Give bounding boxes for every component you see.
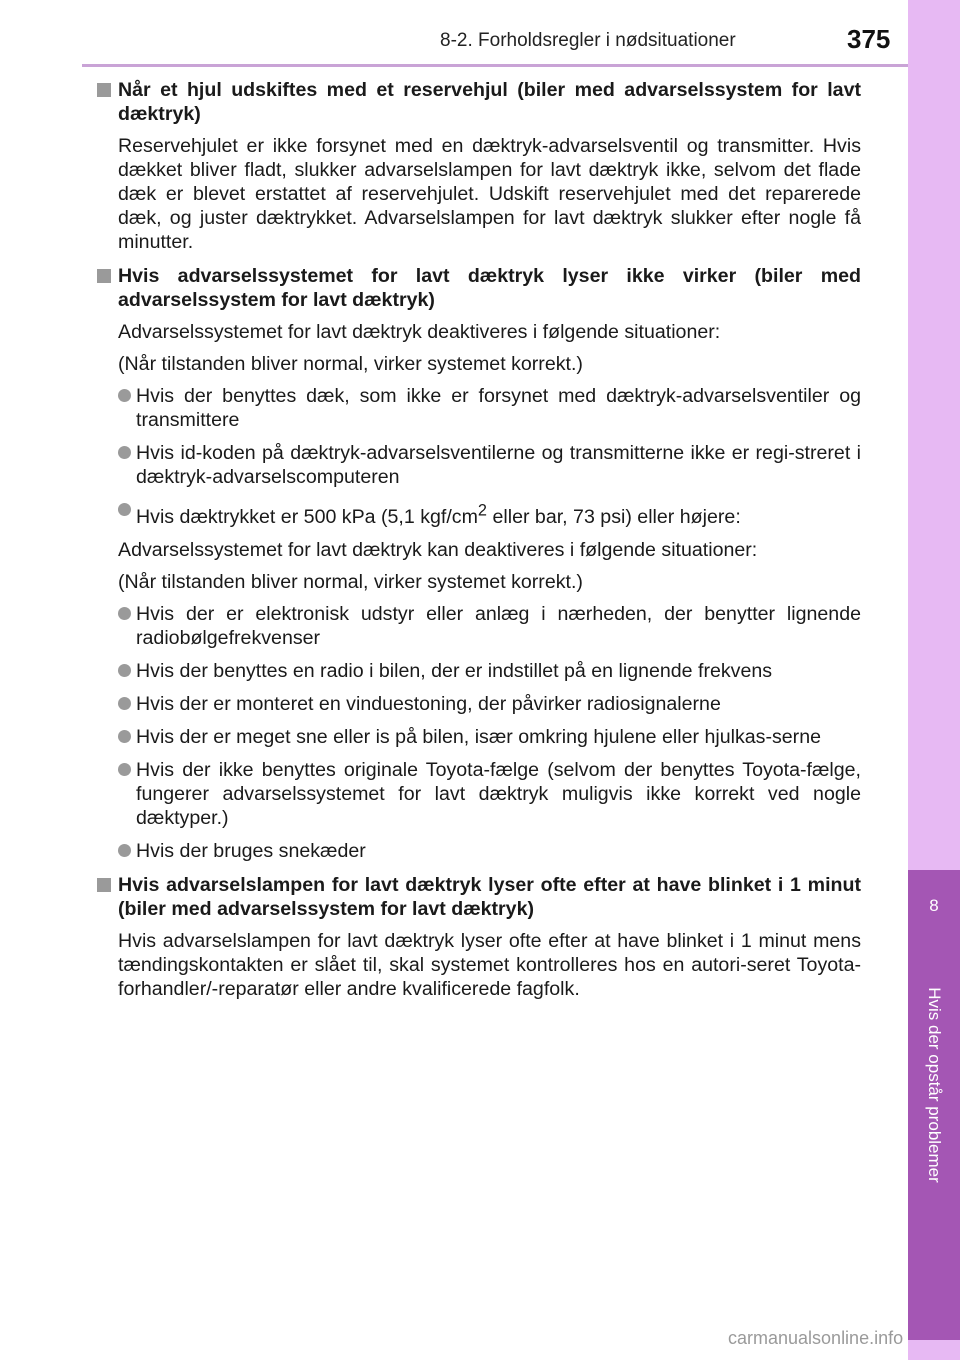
list-item-text: Hvis der ikke benyttes originale Toyota-fælge (selvom der benyttes Toyota-fælge, fungerer advarselssystemet for lavt dæktryk muligvis ikke korrekt ved nogle dæktyper.): [136, 758, 861, 829]
section-heading-text: Hvis advarselssystemet for lavt dæktryk lyser ikke virker (biler med advarselssystem for lavt dæktryk): [118, 265, 861, 311]
page-content: [97, 78, 861, 1011]
list-item: [118, 441, 861, 489]
paragraph: (Når tilstanden bliver normal, virker systemet korrekt.): [118, 570, 583, 593]
list-item: [118, 725, 861, 749]
list-item: [118, 692, 861, 716]
list-item-text: [136, 501, 741, 528]
paragraph: Advarselssystemet for lavt dæktryk kan deaktiveres i følgende situationer:: [118, 538, 758, 561]
round-bullet-icon: [118, 664, 131, 677]
section-heading-text: Når et hjul udskiftes med et reservehjul (biler med advarselssystem for lavt dæktryk): [118, 79, 861, 125]
round-bullet-icon: [118, 697, 131, 710]
section-lamp-blinking: [97, 873, 861, 1001]
section-spare-wheel: [97, 78, 861, 254]
chapter-title: Hvis der opstår problemer: [925, 987, 944, 1183]
square-bullet-icon: [97, 83, 111, 97]
pressure-text-after: eller bar, 73 psi) eller højere:: [487, 505, 741, 528]
round-bullet-icon: [118, 607, 131, 620]
round-bullet-icon: [118, 844, 131, 857]
list-item-text: Hvis der er monteret en vinduestoning, der påvirker radiosignalerne: [136, 692, 721, 715]
paragraph: (Når tilstanden bliver normal, virker systemet korrekt.): [118, 353, 583, 375]
list-item-text: Hvis der er meget sne eller is på bilen, især omkring hjulene eller hjulkas-serne: [136, 725, 821, 748]
list-item: [118, 758, 861, 830]
section-heading-text: Hvis advarselslampen for lavt dæktryk lyser ofte efter at have blinket i 1 minut (biler med advarselssystem for lavt dæktryk): [118, 873, 861, 920]
page-section-title: 8-2. Forholdsregler i nødsituationer: [440, 30, 736, 51]
bullet-list: [97, 384, 861, 529]
header-divider: [82, 64, 908, 67]
bullet-list: [97, 602, 861, 863]
round-bullet-icon: [118, 503, 131, 516]
paragraph: Advarselssystemet for lavt dæktryk deaktiveres i følgende situationer:: [118, 321, 721, 343]
list-item-text: Hvis der benyttes en radio i bilen, der er indstillet på en lignende frekvens: [136, 659, 773, 682]
superscript: 2: [477, 501, 488, 519]
round-bullet-icon: [118, 763, 131, 776]
section-heading: [97, 78, 861, 126]
list-item: [118, 839, 861, 863]
list-item-text: Hvis der benyttes dæk, som ikke er forsynet med dæktryk-advarselsventiler og transmittere: [136, 385, 861, 431]
round-bullet-icon: [118, 389, 131, 402]
pressure-text-before: Hvis dæktrykket er 500 kPa (5,1 kgf/cm: [136, 505, 478, 528]
square-bullet-icon: [97, 269, 111, 283]
list-item-text: Hvis der er elektronisk udstyr eller anlæg i nærheden, der benytter lignende radiobølgefrekvenser: [136, 602, 861, 649]
list-item-text: Hvis der bruges snekæder: [136, 839, 366, 862]
square-bullet-icon: [97, 878, 111, 892]
page-number: 375: [847, 24, 891, 54]
section-system-not-working: [97, 264, 861, 863]
section-heading: [97, 873, 861, 921]
round-bullet-icon: [118, 730, 131, 743]
list-item: [118, 602, 861, 650]
section-heading: [97, 264, 861, 312]
watermark: carmanualsonline.info: [728, 1328, 904, 1348]
list-item: [118, 498, 861, 529]
paragraph: Reservehjulet er ikke forsynet med en dæktryk-advarselsventil og transmitter. Hvis dækket bliver fladt, slukker advarselslampen for lavt dæktryk ikke, selvom det flade dæk er blevet erstattet af reservehjulet. Udskift reservehjulet med det reparerede dæk, og juster dæktrykket. Advarselslampen for lavt dæktryk slukker efter nogle få minutter.: [118, 135, 861, 253]
paragraph: Hvis advarselslampen for lavt dæktryk lyser ofte efter at have blinket i 1 minut mens tændingskontakten er slået til, skal systemet kontrolleres hos en autori-seret Toyota-forhandler/-reparatør eller andre kvalificerede fagfolk.: [118, 929, 861, 1000]
round-bullet-icon: [118, 446, 131, 459]
list-item-text: Hvis id-koden på dæktryk-advarselsventilerne og transmitterne ikke er regi-streret i dæktryk-advarselscomputeren: [136, 442, 861, 488]
list-item: [118, 659, 861, 683]
list-item: [118, 384, 861, 432]
chapter-number: 8: [929, 896, 939, 915]
